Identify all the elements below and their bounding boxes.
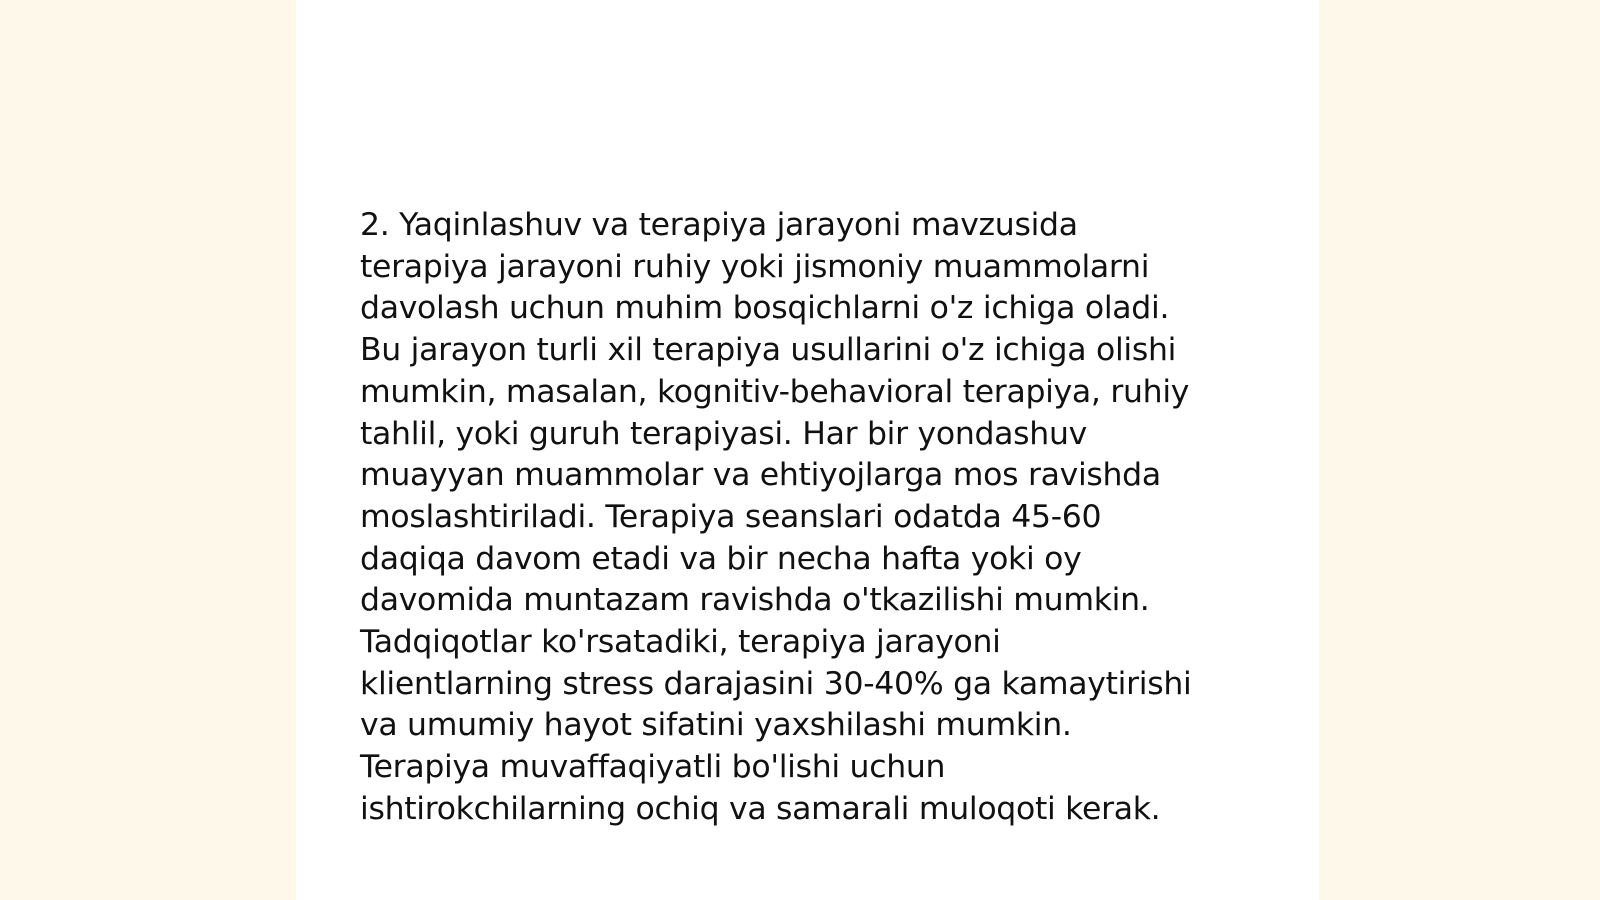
- text-line: daqiqa davom etadi va bir necha hafta yoki oy: [360, 540, 1082, 577]
- text-line: tahlil, yoki guruh terapiyasi. Har bir yondashuv: [360, 415, 1087, 452]
- text-line: moslashtiriladi. Terapiya seanslari odatda 45-60: [360, 498, 1102, 535]
- text-line: terapiya jarayoni ruhiy yoki jismoniy muammolarni: [360, 248, 1150, 285]
- text-line: klientlarning stress darajasini 30-40% ga kamaytirishi: [360, 665, 1192, 702]
- text-line: 2. Yaqinlashuv va terapiya jarayoni mavzusida: [360, 207, 1078, 243]
- slide-body-text: [360, 205, 1260, 831]
- text-line: davolash uchun muhim bosqichlarni o'z ichiga oladi.: [360, 290, 1170, 327]
- text-line: Terapiya muvaffaqiyatli bo'lishi uchun: [360, 749, 946, 786]
- text-line: ishtirokchilarning ochiq va samarali muloqoti kerak.: [360, 790, 1161, 827]
- text-line: Bu jarayon turli xil terapiya usullarini o'z ichiga olishi: [360, 332, 1177, 369]
- text-line: Tadqiqotlar ko'rsatadiki, terapiya jarayoni: [360, 624, 1001, 661]
- slide-panel: [296, 0, 1319, 900]
- text-line: muayyan muammolar va ehtiyojlarga mos ravishda: [360, 457, 1161, 494]
- text-line: va umumiy hayot sifatini yaxshilashi mumkin.: [360, 707, 1072, 744]
- text-line: davomida muntazam ravishda o'tkazilishi mumkin.: [360, 582, 1150, 619]
- text-line: mumkin, masalan, kognitiv-behavioral terapiya, ruhiy: [360, 373, 1190, 410]
